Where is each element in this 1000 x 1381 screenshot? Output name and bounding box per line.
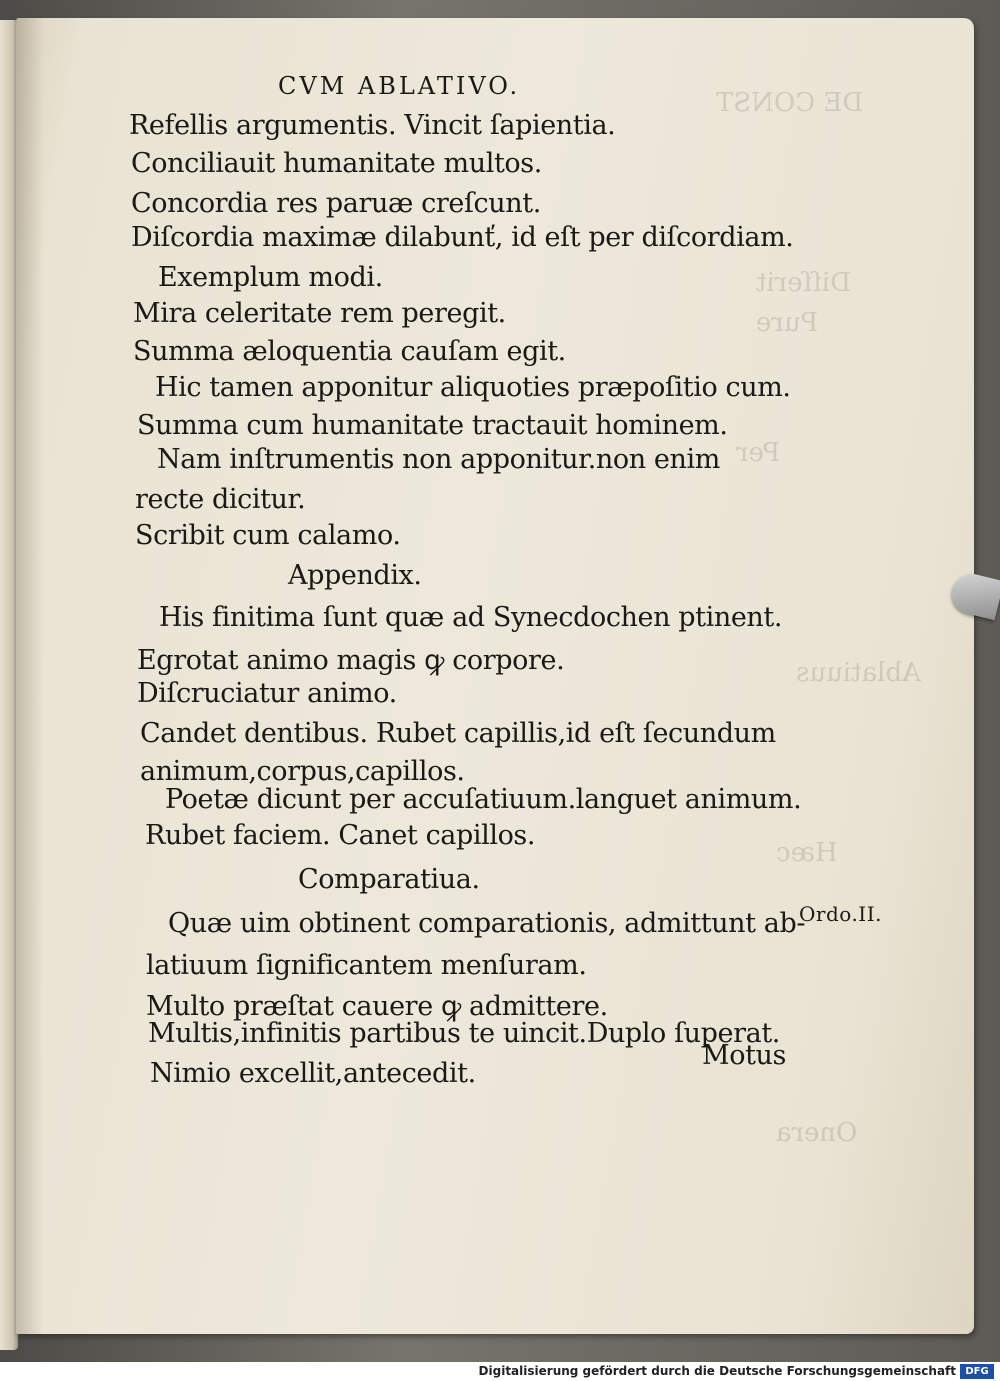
gutter-shadow bbox=[16, 18, 44, 1334]
text-line: animum,corpus,capillos. bbox=[140, 756, 465, 787]
showthrough-decoration: Diſſerit bbox=[756, 268, 851, 298]
book-page bbox=[16, 18, 974, 1334]
text-line: Rubet faciem. Canet capillos. bbox=[145, 820, 536, 851]
showthrough-decoration: Onera bbox=[776, 1118, 858, 1148]
funding-credit: Digitalisierung gefördert durch die Deutsche Forschungsgemeinschaft bbox=[478, 1364, 956, 1378]
text-line: Exemplum modi. bbox=[158, 262, 383, 293]
showthrough-decoration: DE CONST bbox=[716, 88, 864, 118]
text-line: Scribit cum calamo. bbox=[135, 520, 401, 551]
text-line: Summa æloquentia cauſam egit. bbox=[133, 336, 566, 367]
text-line: Summa cum humanitate tractauit hominem. bbox=[137, 410, 728, 441]
section-heading: Comparatiua. bbox=[298, 864, 480, 895]
text-line: Diſcruciatur animo. bbox=[137, 678, 397, 709]
text-line: Nam inſtrumentis non apponitur.non enim bbox=[157, 444, 720, 475]
text-line: Candet dentibus. Rubet capillis,id eſt ſecundum bbox=[140, 718, 776, 749]
running-heading: CVM ABLATIVO. bbox=[278, 72, 521, 100]
dfg-logo: DFG bbox=[960, 1364, 994, 1379]
showthrough-decoration: Pure bbox=[756, 308, 819, 338]
text-line: recte dicitur. bbox=[135, 484, 306, 515]
section-heading: Appendix. bbox=[288, 560, 422, 591]
showthrough-decoration: Ablatiuus bbox=[796, 658, 921, 688]
text-line: Poetæ dicunt per accuſatiuum.languet animum. bbox=[165, 784, 802, 815]
text-line: His finitima ſunt quæ ad Synecdochen ptinent. bbox=[159, 602, 783, 633]
text-line: Mira celeritate rem peregit. bbox=[133, 298, 506, 329]
footer-bar bbox=[0, 1362, 1000, 1381]
text-line: Multis,infinitis partibus te uincit.Duplo ſuperat. bbox=[148, 1018, 780, 1049]
catchword: Motus bbox=[702, 1040, 786, 1071]
text-line: latiuum ſignificantem menſuram. bbox=[146, 950, 587, 981]
showthrough-decoration: Hæc bbox=[776, 838, 838, 868]
showthrough-decoration: Per bbox=[736, 438, 781, 468]
text-line: Concordia res paruæ creſcunt. bbox=[131, 188, 541, 219]
text-line: Egrotat animo magis ꝙ corpore. bbox=[137, 645, 565, 676]
text-line: Multo præſtat cauere ꝙ admittere. bbox=[146, 991, 608, 1022]
text-line: Conciliauit humanitate multos. bbox=[131, 148, 542, 179]
text-line: Refellis argumentis. Vincit ſapientia. bbox=[129, 110, 616, 141]
margin-note: Ordo.II. bbox=[799, 902, 882, 926]
text-line: Hic tamen apponitur aliquoties præpoſitio cum. bbox=[155, 372, 791, 403]
text-line: Diſcordia maximæ dilabunť, id eſt per diſcordiam. bbox=[131, 222, 794, 253]
text-line: Quæ uim obtinent comparationis, admittunt ab- bbox=[168, 908, 806, 939]
text-line: Nimio excellit,antecedit. bbox=[150, 1058, 476, 1089]
